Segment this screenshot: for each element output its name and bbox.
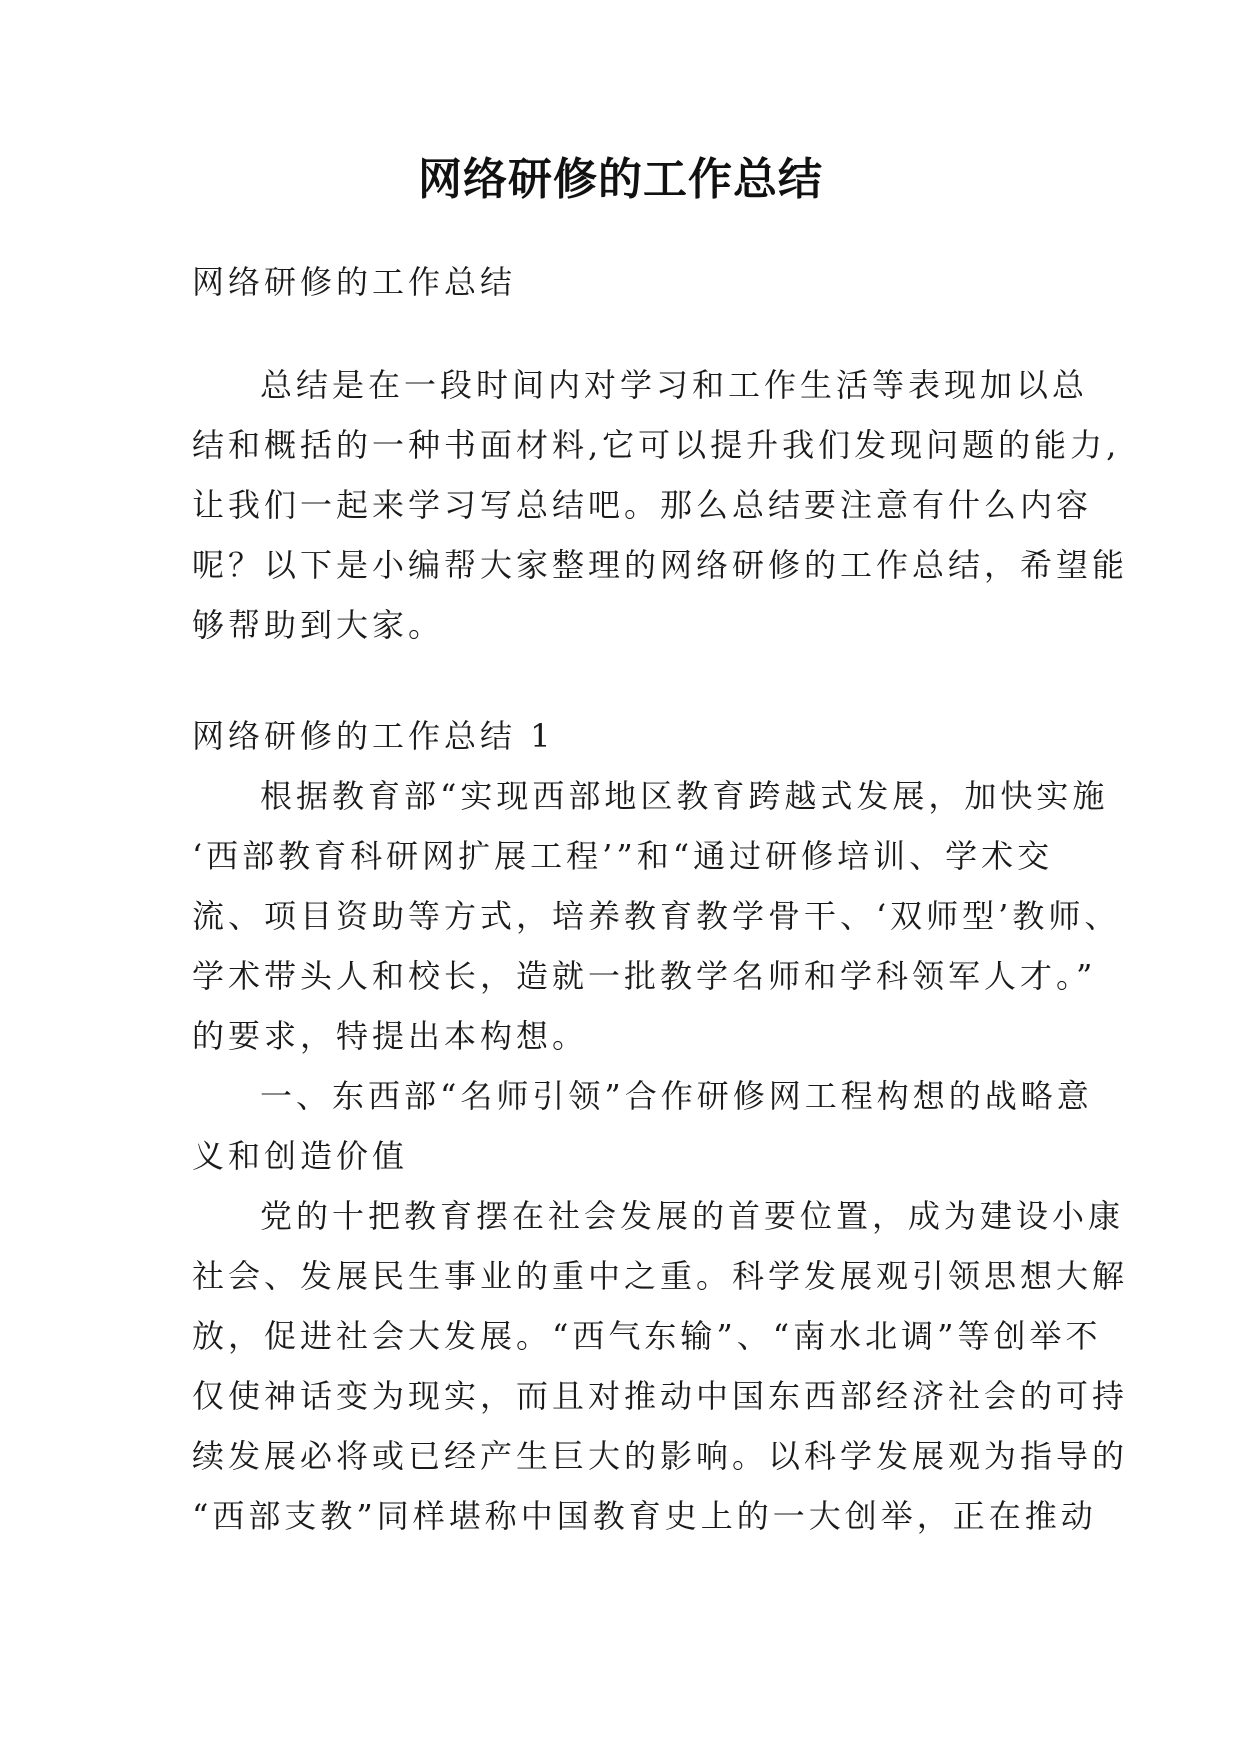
section-heading <box>192 706 1052 766</box>
document-title: 网络研修的工作总结 <box>418 154 823 205</box>
text-line: 让我们一起来学习写总结吧。那么总结要注意有什么内容 <box>192 486 1093 524</box>
text-line: 一、东西部“名师引领”合作研修网工程构想的战略意 <box>260 1077 1093 1115</box>
body-paragraph <box>192 1186 1129 1546</box>
text-line: 根据教育部“实现西部地区教育跨越式发展，加快实施 <box>260 777 1109 815</box>
text-line: 的要求，特提出本构想。 <box>192 1017 589 1055</box>
text-line: 学术带头人和校长，造就一批教学名师和学科领军人才。” <box>192 957 1097 995</box>
body-paragraph <box>192 1066 1093 1186</box>
text-line: ‘西部教育科研网扩展工程’”和“通过研修培训、学术交 <box>192 837 1054 875</box>
body-paragraph <box>192 766 1121 1066</box>
text-line: “西部支教”同样堪称中国教育史上的一大创举，正在推动 <box>192 1497 1097 1535</box>
text-line: 结和概括的一种书面材料,它可以提升我们发现问题的能力, <box>192 426 1121 464</box>
text-line: 社会、发展民生事业的重中之重。科学发展观引领思想大解 <box>192 1257 1129 1295</box>
text-line: 党的十把教育摆在社会发展的首要位置，成为建设小康 <box>260 1197 1125 1235</box>
text-line: 续发展必将或已经产生巨大的影响。以科学发展观为指导的 <box>192 1437 1129 1475</box>
text-line: 总结是在一段时间内对学习和工作生活等表现加以总 <box>260 366 1089 404</box>
text-line: 呢？以下是小编帮大家整理的网络研修的工作总结，希望能 <box>192 546 1129 584</box>
text-line: 够帮助到大家。 <box>192 606 445 644</box>
text-line: 网络研修的工作总结 <box>192 263 517 301</box>
text-line: 仅使神话变为现实，而且对推动中国东西部经济社会的可持 <box>192 1377 1129 1415</box>
document-subtitle <box>192 252 1052 312</box>
text-line: 网络研修的工作总结 1 <box>192 717 555 755</box>
text-line: 放，促进社会大发展。“西气东输”、“南水北调”等创举不 <box>192 1317 1102 1355</box>
text-line: 义和创造价值 <box>192 1137 409 1175</box>
text-line: 流、项目资助等方式，培养教育教学骨干、‘双师型’教师、 <box>192 897 1121 935</box>
intro-paragraph <box>192 355 1129 655</box>
